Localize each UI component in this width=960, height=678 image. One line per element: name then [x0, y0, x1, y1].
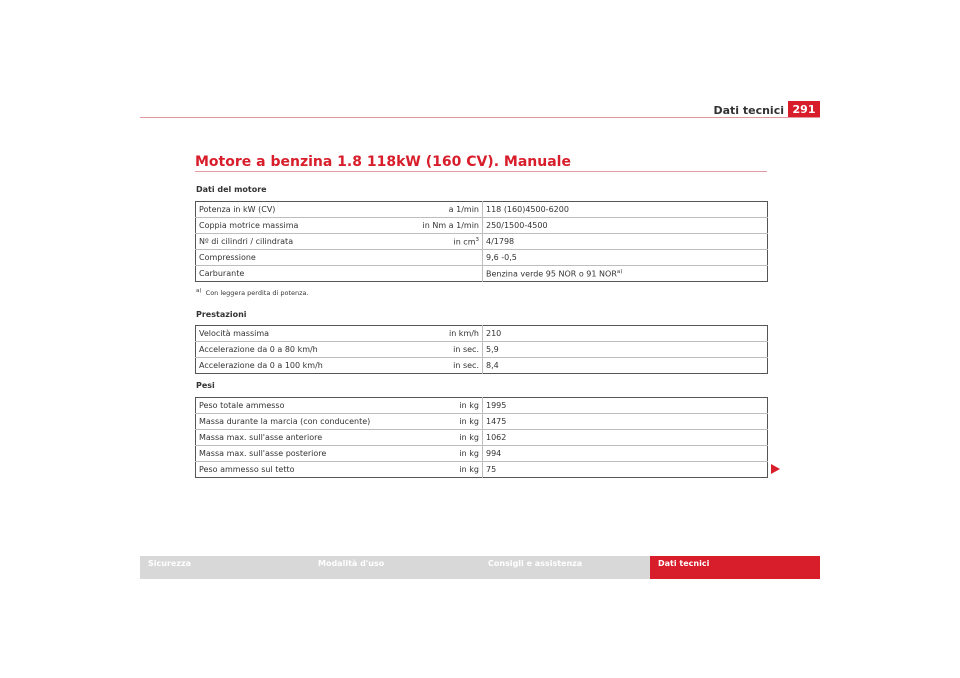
row-label: Compressione — [196, 250, 353, 266]
footer-tab-modalita-uso[interactable]: Modalità d'uso — [318, 559, 385, 568]
row-label: Accelerazione da 0 a 80 km/h — [196, 342, 353, 358]
engine-table — [195, 201, 768, 282]
row-unit-text: in cm — [453, 237, 476, 247]
row-value: 1475 — [483, 414, 768, 430]
row-label: Carburante — [199, 269, 245, 278]
table-row — [196, 398, 768, 414]
table-row — [196, 202, 768, 218]
table-row — [196, 446, 768, 462]
footer-tab-dati-tecnici[interactable]: Dati tecnici — [650, 556, 820, 579]
row-unit: in km/h — [352, 326, 483, 342]
table-row — [196, 326, 768, 342]
row-label: Accelerazione da 0 a 100 km/h — [199, 361, 323, 370]
section-title: Motore a benzina 1.8 118kW (160 CV). Manuale — [195, 154, 571, 170]
row-value: 250/1500-4500 — [483, 218, 768, 234]
engine-heading: Dati del motore — [196, 185, 267, 194]
row-unit: in kg — [352, 462, 483, 478]
row-value: 4/1798 — [483, 234, 768, 250]
row-value: 9,6 -0,5 — [483, 250, 768, 266]
table-row — [196, 430, 768, 446]
performance-heading: Prestazioni — [196, 310, 247, 319]
row-unit: a 1/min — [352, 202, 483, 218]
row-value: 118 (160)4500-6200 — [483, 202, 768, 218]
row-unit — [352, 250, 483, 266]
table-row — [196, 414, 768, 430]
table-row — [196, 462, 768, 478]
table-row — [196, 234, 768, 250]
footnote-mark: a) — [196, 288, 202, 294]
row-value: 1062 — [483, 430, 768, 446]
row-value: 994 — [483, 446, 768, 462]
row-label: Massa durante la marcia (con conducente) — [196, 414, 353, 430]
footnote-text: Con leggera perdita di potenza. — [205, 289, 309, 298]
footer-tab-sicurezza[interactable]: Sicurezza — [148, 559, 192, 568]
row-value: 210 — [483, 326, 768, 342]
row-unit: in kg — [352, 446, 483, 462]
performance-table — [195, 325, 768, 374]
row-unit: in sec. — [352, 358, 483, 374]
row-value-text: Benzina verde 95 NOR o 91 NOR — [486, 269, 617, 279]
row-unit: in kg — [352, 398, 483, 414]
weights-table — [195, 397, 768, 478]
row-label: Peso totale ammesso — [196, 398, 353, 414]
row-label: Massa max. sull'asse posteriore — [196, 446, 353, 462]
table-row — [196, 342, 768, 358]
row-unit: in Nm a 1/min — [352, 218, 483, 234]
row-value — [483, 266, 768, 282]
running-header-title: Dati tecnici — [713, 104, 784, 117]
table-row — [196, 218, 768, 234]
row-unit: in sec. — [352, 342, 483, 358]
row-value: 8,4 — [486, 361, 499, 370]
footnote — [196, 288, 309, 297]
header-rule — [140, 117, 820, 118]
title-rule — [195, 171, 767, 172]
row-unit-superscript: 3 — [475, 236, 479, 243]
row-value: 1995 — [483, 398, 768, 414]
row-label: Massa max. sull'asse anteriore — [196, 430, 353, 446]
row-unit — [352, 266, 483, 282]
table-row — [196, 266, 768, 282]
row-value: 75 — [486, 465, 497, 474]
footer-tab-consigli-assistenza[interactable]: Consigli e assistenza — [488, 559, 583, 568]
row-value: 5,9 — [483, 342, 768, 358]
page-number: 291 — [788, 101, 820, 118]
footnote-reference: a) — [616, 268, 623, 275]
row-label: Peso ammesso sul tetto — [199, 465, 295, 474]
row-unit — [352, 234, 483, 250]
row-unit: in kg — [352, 414, 483, 430]
table-row — [196, 358, 768, 374]
row-unit: in kg — [352, 430, 483, 446]
table-row — [196, 250, 768, 266]
row-label: Nº di cilindri / cilindrata — [196, 234, 353, 250]
next-page-arrow-icon[interactable] — [771, 464, 780, 474]
weights-heading: Pesi — [196, 381, 215, 390]
row-label: Coppia motrice massima — [196, 218, 353, 234]
row-label: Potenza in kW (CV) — [196, 202, 353, 218]
row-label: Velocità massima — [196, 326, 353, 342]
